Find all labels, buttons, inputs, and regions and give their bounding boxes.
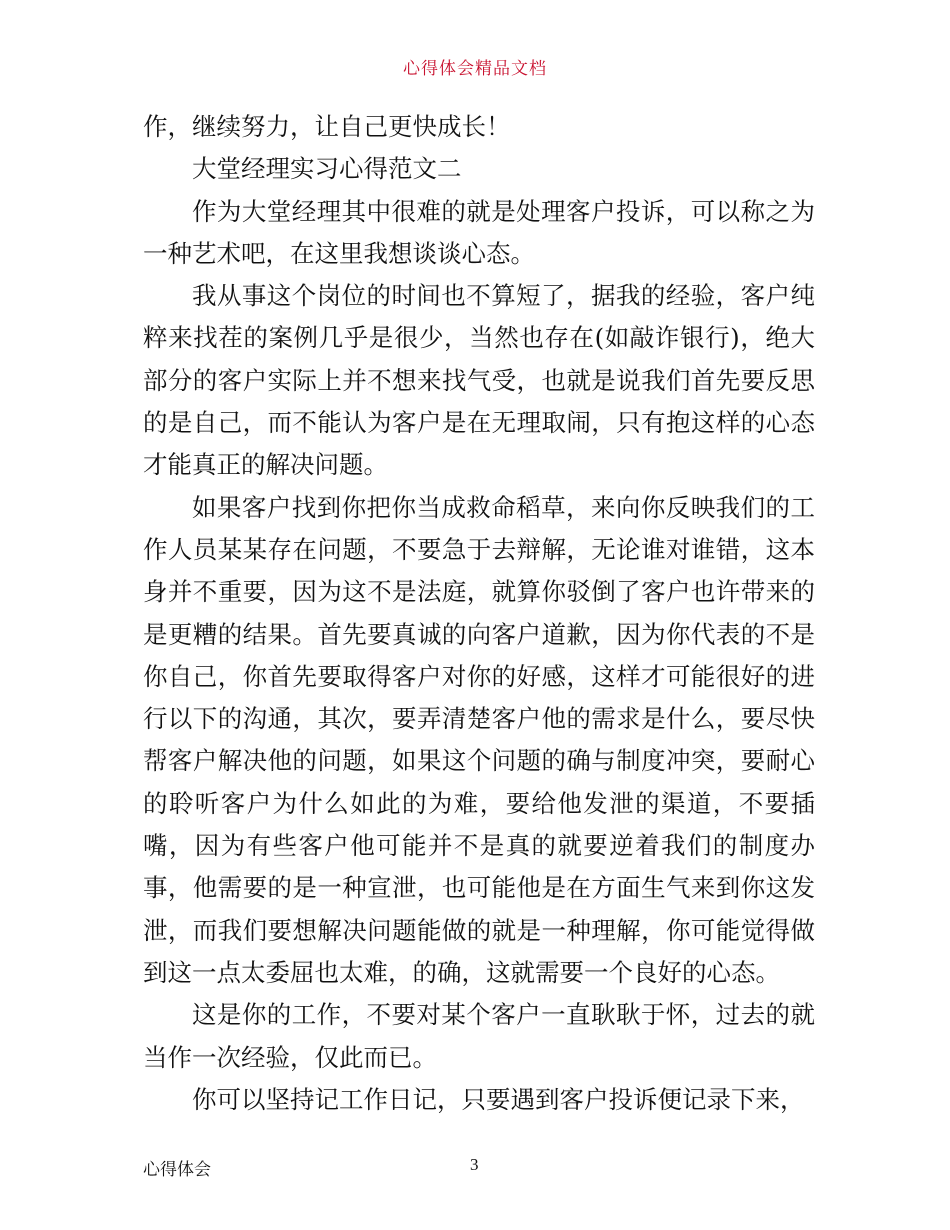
document-body <box>143 106 815 1121</box>
page-number: 3 <box>470 1155 479 1174</box>
paragraph: 你可以坚持记工作日记，只要遇到客户投诉便记录下来， <box>192 1084 805 1114</box>
footer-label: 心得体会 <box>143 1160 211 1180</box>
section-title: 大堂经理实习心得范文二 <box>192 154 462 184</box>
paragraph: 作为大堂经理其中很难的就是处理客户投诉，可以称之为一种艺术吧，在这里我想谈谈心态。 <box>143 196 815 268</box>
paragraph: 如果客户找到你把你当成救命稻草，来向你反映我们的工作人员某某存在问题，不要急于去辩解，无论谁对谁错，这本身并不重要，因为这不是法庭，就算你驳倒了客户也许带来的是更糟的结果。首先要真诚的向客户道歉，因为你代表的不是你自己，你首先要取得客户对你的好感，这样才可能很好的进行以下的沟通，其次，要弄清楚客户他的需求是什么，要尽快帮客户解决他的问题，如果这个问题的确与制度冲突，要耐心的聆听客户为什么如此的为难，要给他发泄的渠道，不要插嘴，因为有些客户他可能并不是真的就要逆着我们的制度办事，他需要的是一种宣泄，也可能他是在方面生气来到你这发泄，而我们要想解决问题能做的就是一种理解，你可能觉得做到这一点太委屈也太难，的确，这就需要一个良好的心态。 <box>143 492 815 987</box>
paragraph-continuation: 作，继续努力，让自己更快成长！ <box>143 112 511 141</box>
page-header: 心得体会精品文档 <box>403 59 547 79</box>
paragraph: 我从事这个岗位的时间也不算短了，据我的经验，客户纯粹来找茬的案例几乎是很少，当然也存在(如敲诈银行)，绝大部分的客户实际上并不想来找气受，也就是说我们首先要反思的是自己，而不能认为客户是在无理取闹，只有抱这样的心态才能真正的解决问题。 <box>143 281 815 480</box>
paragraph: 这是你的工作，不要对某个客户一直耿耿于怀，过去的就当作一次经验，仅此而已。 <box>143 1000 815 1072</box>
